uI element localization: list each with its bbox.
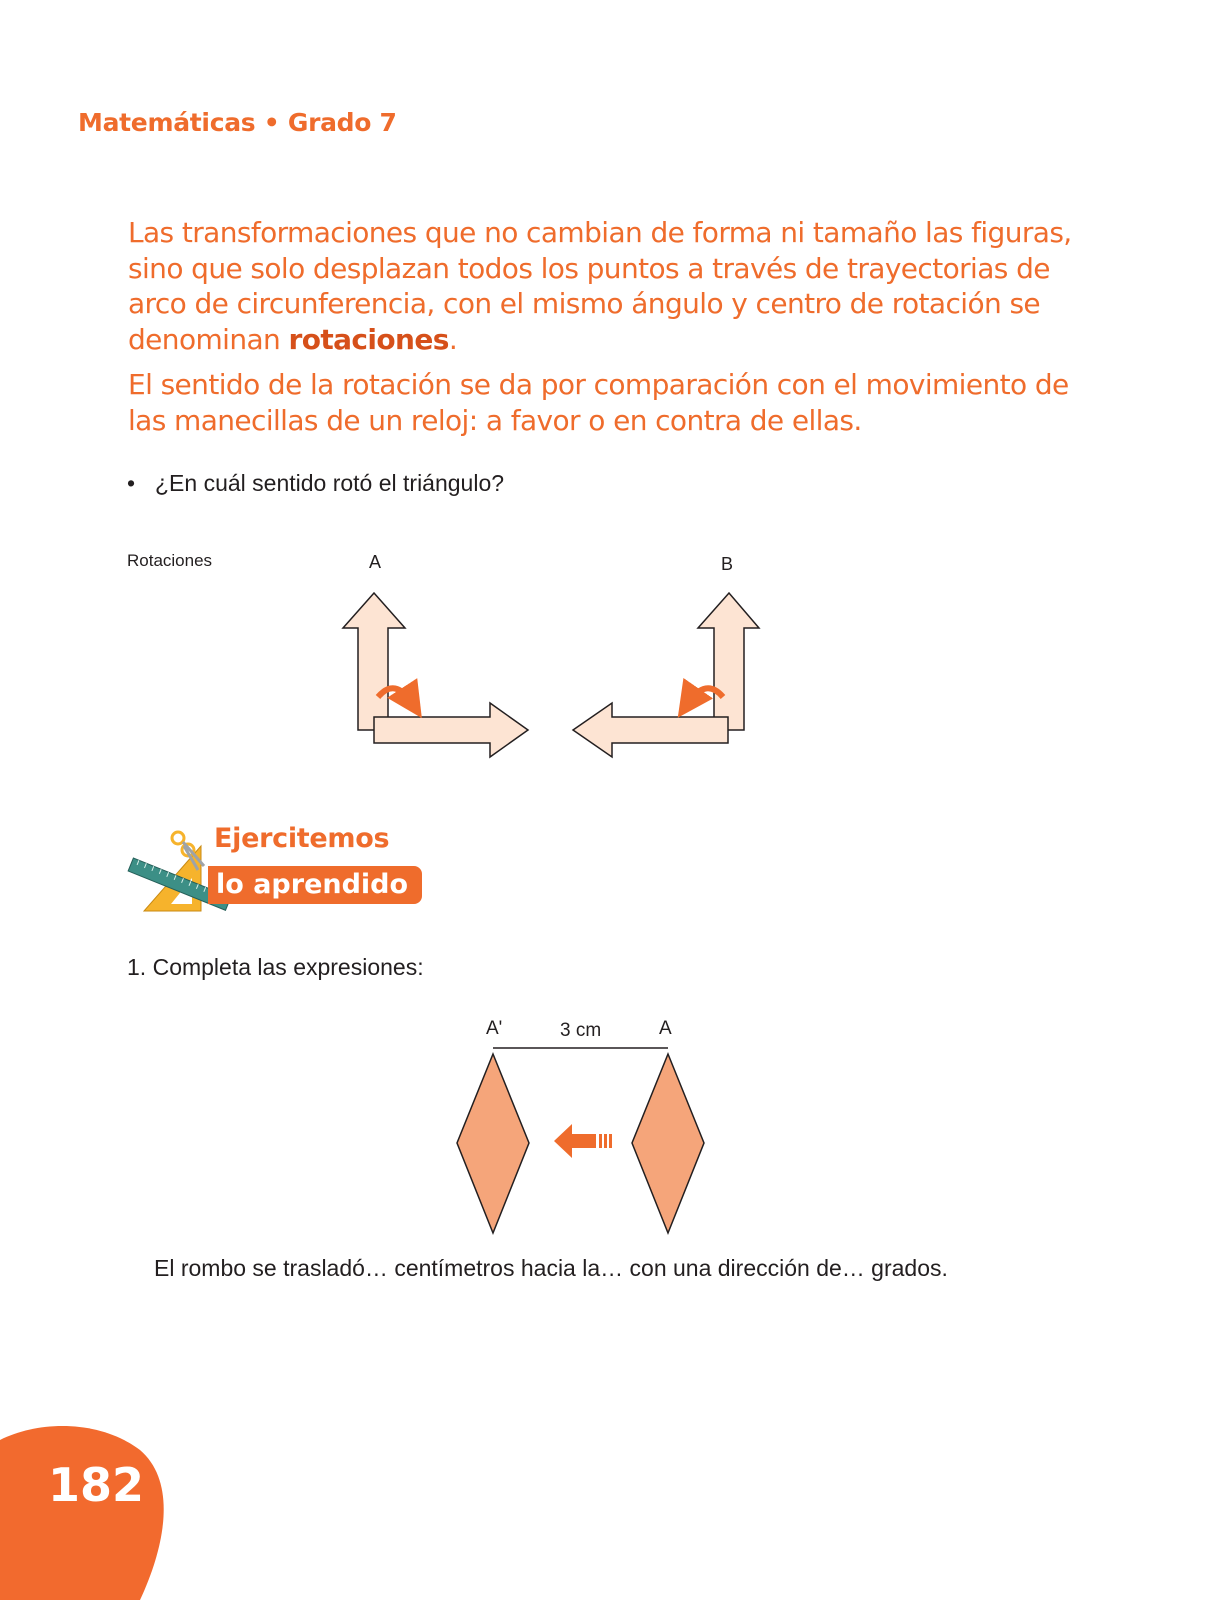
distance-label: 3 cm [560, 1020, 602, 1041]
question-text: ¿En cuál sentido rotó el triángulo? [155, 470, 505, 496]
page-header: Matemáticas • Grado 7 [78, 108, 397, 137]
translation-figure [450, 1040, 720, 1240]
definition-text: Las transformaciones que no cambian de forma ni tamaño las figuras, sino que solo desplazan todos los puntos a través de trayectorias de arco de circunferencia, con el mismo ángulo y centro de rotación se denominan [128, 216, 1072, 356]
question-item [127, 470, 504, 497]
definition-block [128, 215, 1088, 448]
rotation-a-original-arrow [343, 593, 405, 730]
exercise-instruction: Completa las expresiones: [152, 954, 424, 980]
exercise-badge-subtitle: lo aprendido [208, 866, 422, 904]
rotation-sense-paragraph: El sentido de la rotación se da por comparación con el movimiento de las manecillas de un reloj: a favor o en contra de ellas. [128, 368, 1069, 437]
rotation-figure [330, 585, 780, 770]
figure-label-b: B [721, 554, 734, 574]
figure-label-a: A [369, 552, 382, 572]
page-number: 182 [48, 1458, 145, 1512]
definition-end: . [448, 322, 458, 356]
definition-term: rotaciones [288, 322, 449, 356]
figure-caption: Rotaciones [127, 551, 213, 570]
definition-paragraph [128, 215, 1088, 357]
bullet: • [127, 470, 136, 496]
completion-sentence: El rombo se trasladó… centímetros hacia la… con una dirección de… grados. [154, 1255, 948, 1281]
rotation-b-rotated-arrow [573, 703, 728, 757]
exercise-item [127, 954, 424, 981]
label-a-prime: A' [486, 1018, 503, 1039]
exercise-number: 1. [127, 954, 147, 980]
label-a: A [659, 1018, 672, 1039]
rotation-b-original-arrow [698, 593, 759, 730]
exercise-badge-title: Ejercitemos [214, 823, 390, 854]
left-arrow-icon [554, 1124, 612, 1158]
rhombus-translated [457, 1054, 529, 1233]
rotation-a-rotated-arrow [374, 703, 528, 757]
rhombus-original [632, 1054, 704, 1233]
